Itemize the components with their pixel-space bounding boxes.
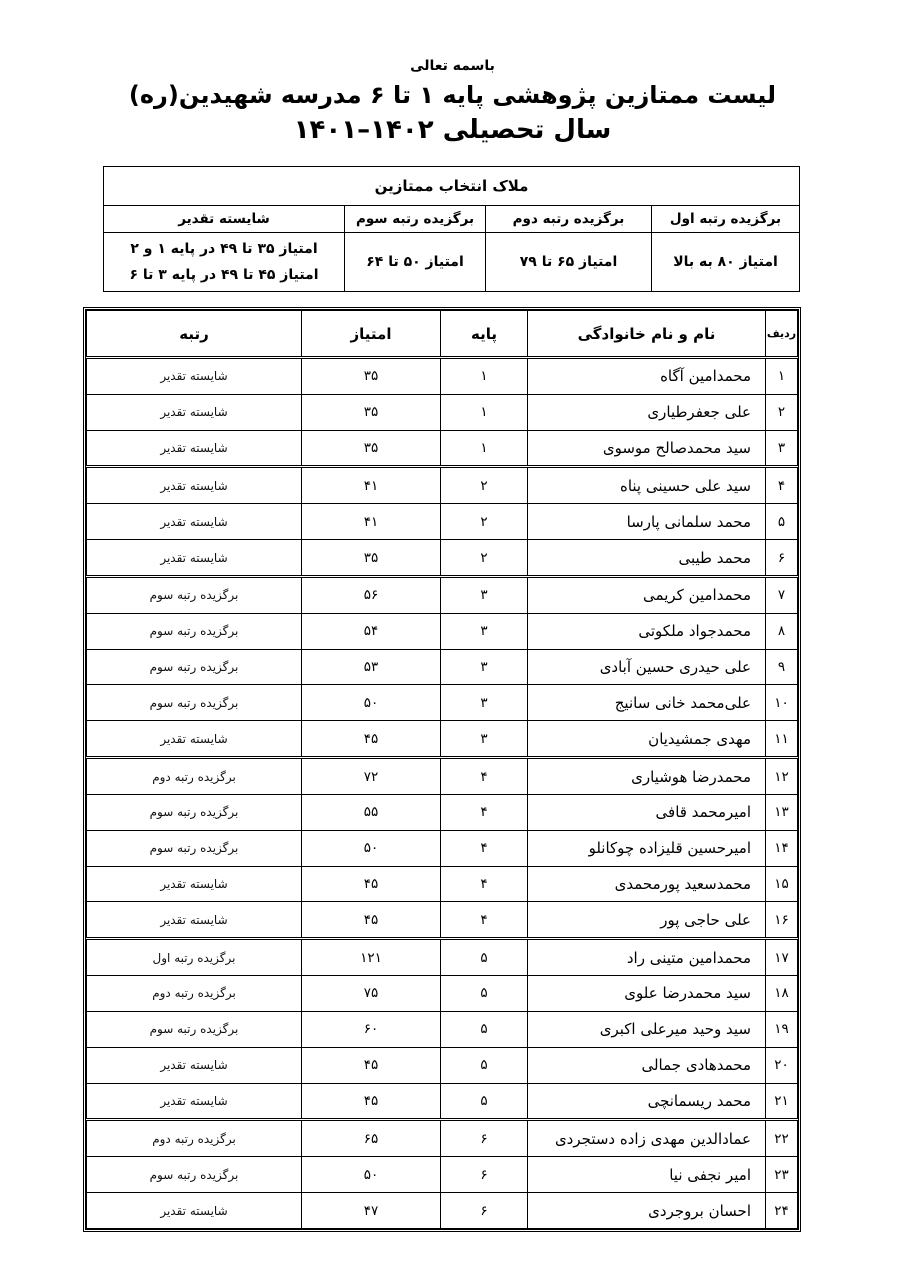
cell-rank: شایسته تقدیر <box>87 467 302 504</box>
cell-rank: شایسته تقدیر <box>87 504 302 540</box>
table-body <box>87 358 798 1229</box>
cell-grade: ۵ <box>441 976 528 1012</box>
cell-grade: ۱ <box>441 358 528 395</box>
cell-name: محمد ریسمانچی <box>528 1083 766 1120</box>
table-row <box>87 721 798 758</box>
cell-radif: ۲۰ <box>766 1047 798 1083</box>
cell-radif: ۲۱ <box>766 1083 798 1120</box>
cell-grade: ۱ <box>441 394 528 430</box>
criteria-header-commendation: شایسته تقدیر <box>104 206 345 233</box>
cell-radif: ۱۶ <box>766 902 798 939</box>
cell-radif: ۵ <box>766 504 798 540</box>
cell-score: ۷۲ <box>302 758 441 795</box>
cell-name: علی جعفرطیاری <box>528 394 766 430</box>
cell-score: ۱۲۱ <box>302 939 441 976</box>
cell-radif: ۱۵ <box>766 866 798 902</box>
cell-radif: ۲۴ <box>766 1193 798 1229</box>
cell-radif: ۱۸ <box>766 976 798 1012</box>
cell-score: ۵۳ <box>302 649 441 685</box>
table-row <box>87 1120 798 1157</box>
cell-name: محمدرضا هوشیاری <box>528 758 766 795</box>
cell-rank: برگزیده رتبه سوم <box>87 685 302 721</box>
cell-score: ۳۵ <box>302 358 441 395</box>
table-row <box>87 1193 798 1229</box>
cell-grade: ۳ <box>441 721 528 758</box>
cell-name: سید وحید میرعلی اکبری <box>528 1011 766 1047</box>
cell-name: محمدامین آگاه <box>528 358 766 395</box>
cell-grade: ۳ <box>441 649 528 685</box>
cell-rank: برگزیده رتبه سوم <box>87 830 302 866</box>
criteria-value-commendation <box>104 233 345 292</box>
cell-score: ۴۱ <box>302 504 441 540</box>
cell-name: علی حیدری حسین آبادی <box>528 649 766 685</box>
cell-grade: ۴ <box>441 866 528 902</box>
cell-grade: ۳ <box>441 576 528 613</box>
table-row <box>87 1011 798 1047</box>
table-row <box>87 1157 798 1193</box>
cell-radif: ۸ <box>766 613 798 649</box>
table-row <box>87 866 798 902</box>
table-row <box>87 358 798 395</box>
cell-name: احسان بروجردی <box>528 1193 766 1229</box>
criteria-header-third: برگزیده رتبه سوم <box>345 206 486 233</box>
column-header-radif: ردیف <box>766 311 798 358</box>
cell-name: محمدجواد ملکوتی <box>528 613 766 649</box>
table-row <box>87 794 798 830</box>
cell-grade: ۴ <box>441 902 528 939</box>
cell-name: علی‌محمد خانی سانیج <box>528 685 766 721</box>
cell-grade: ۴ <box>441 794 528 830</box>
table-row <box>87 939 798 976</box>
cell-grade: ۱ <box>441 430 528 467</box>
table-row <box>87 902 798 939</box>
table-row <box>87 430 798 467</box>
cell-radif: ۱۹ <box>766 1011 798 1047</box>
cell-rank: شایسته تقدیر <box>87 1193 302 1229</box>
cell-grade: ۵ <box>441 1011 528 1047</box>
cell-radif: ۳ <box>766 430 798 467</box>
criteria-value-third: امتیاز ۵۰ تا ۶۴ <box>345 233 486 292</box>
cell-name: مهدی جمشیدیان <box>528 721 766 758</box>
selection-criteria-table <box>103 166 800 292</box>
cell-radif: ۱۷ <box>766 939 798 976</box>
cell-score: ۵۴ <box>302 613 441 649</box>
table-row <box>87 576 798 613</box>
cell-rank: شایسته تقدیر <box>87 358 302 395</box>
cell-rank: برگزیده رتبه دوم <box>87 758 302 795</box>
cell-name: سید محمدرضا علوی <box>528 976 766 1012</box>
cell-score: ۴۵ <box>302 1083 441 1120</box>
cell-name: سید علی حسینی پناه <box>528 467 766 504</box>
students-table <box>86 310 798 1229</box>
students-table-frame <box>83 307 801 1232</box>
cell-score: ۶۰ <box>302 1011 441 1047</box>
cell-name: امیر نجفی نیا <box>528 1157 766 1193</box>
cell-grade: ۵ <box>441 939 528 976</box>
cell-rank: شایسته تقدیر <box>87 902 302 939</box>
cell-rank: برگزیده رتبه سوم <box>87 649 302 685</box>
column-header-name: نام و نام خانوادگی <box>528 311 766 358</box>
cell-grade: ۲ <box>441 540 528 577</box>
cell-rank: شایسته تقدیر <box>87 1083 302 1120</box>
criteria-header-second: برگزیده رتبه دوم <box>486 206 652 233</box>
cell-rank: برگزیده رتبه سوم <box>87 1011 302 1047</box>
cell-rank: برگزیده رتبه سوم <box>87 794 302 830</box>
cell-radif: ۱۲ <box>766 758 798 795</box>
cell-score: ۶۵ <box>302 1120 441 1157</box>
cell-grade: ۵ <box>441 1047 528 1083</box>
cell-radif: ۲ <box>766 394 798 430</box>
table-row <box>87 830 798 866</box>
cell-score: ۳۵ <box>302 430 441 467</box>
cell-name: محمدامین کریمی <box>528 576 766 613</box>
column-header-rank: رتبه <box>87 311 302 358</box>
cell-name: امیرحسین قلیزاده چوکانلو <box>528 830 766 866</box>
cell-name: محمدسعید پورمحمدی <box>528 866 766 902</box>
cell-score: ۵۰ <box>302 685 441 721</box>
cell-rank: شایسته تقدیر <box>87 866 302 902</box>
criteria-title: ملاک انتخاب ممتازین <box>104 167 800 206</box>
table-row <box>87 758 798 795</box>
cell-radif: ۲۳ <box>766 1157 798 1193</box>
cell-rank: برگزیده رتبه اول <box>87 939 302 976</box>
cell-score: ۴۱ <box>302 467 441 504</box>
cell-name: سید محمدصالح موسوی <box>528 430 766 467</box>
table-row <box>87 540 798 577</box>
cell-rank: برگزیده رتبه سوم <box>87 576 302 613</box>
criteria-value-second: امتیاز ۶۵ تا ۷۹ <box>486 233 652 292</box>
cell-rank: شایسته تقدیر <box>87 540 302 577</box>
cell-grade: ۳ <box>441 685 528 721</box>
cell-score: ۵۰ <box>302 830 441 866</box>
cell-name: محمد سلمانی پارسا <box>528 504 766 540</box>
cell-rank: شایسته تقدیر <box>87 1047 302 1083</box>
cell-radif: ۱۱ <box>766 721 798 758</box>
cell-rank: برگزیده رتبه دوم <box>87 1120 302 1157</box>
table-row <box>87 1047 798 1083</box>
page-title: لیست ممتازین پژوهشی پایه ۱ تا ۶ مدرسه شهیدین(ره) <box>128 81 777 109</box>
cell-score: ۴۵ <box>302 1047 441 1083</box>
cell-grade: ۶ <box>441 1193 528 1229</box>
commendation-line-2: امتیاز ۴۵ تا ۴۹ در پایه ۳ تا ۶ <box>129 267 319 283</box>
cell-grade: ۵ <box>441 1083 528 1120</box>
cell-rank: شایسته تقدیر <box>87 430 302 467</box>
cell-score: ۷۵ <box>302 976 441 1012</box>
table-row <box>87 504 798 540</box>
cell-grade: ۴ <box>441 758 528 795</box>
cell-score: ۴۵ <box>302 866 441 902</box>
cell-grade: ۲ <box>441 504 528 540</box>
cell-radif: ۱ <box>766 358 798 395</box>
table-row <box>87 613 798 649</box>
table-row <box>87 467 798 504</box>
table-header-row <box>87 311 798 358</box>
cell-score: ۴۵ <box>302 721 441 758</box>
cell-radif: ۷ <box>766 576 798 613</box>
cell-name: عمادالدین مهدی زاده دستجردی <box>528 1120 766 1157</box>
cell-grade: ۶ <box>441 1157 528 1193</box>
cell-grade: ۲ <box>441 467 528 504</box>
column-header-score: امتیاز <box>302 311 441 358</box>
page-header <box>0 56 905 148</box>
cell-rank: برگزیده رتبه دوم <box>87 976 302 1012</box>
criteria-header-first: برگزیده رتبه اول <box>652 206 800 233</box>
cell-name: محمدامین متینی راد <box>528 939 766 976</box>
criteria-value-first: امتیاز ۸۰ به بالا <box>652 233 800 292</box>
bismillah-heading: باسمه تعالی <box>410 58 495 74</box>
table-row <box>87 649 798 685</box>
cell-name: علی حاجی پور <box>528 902 766 939</box>
cell-score: ۵۶ <box>302 576 441 613</box>
cell-name: محمدهادی جمالی <box>528 1047 766 1083</box>
table-row <box>87 685 798 721</box>
cell-radif: ۴ <box>766 467 798 504</box>
cell-radif: ۱۴ <box>766 830 798 866</box>
cell-score: ۵۰ <box>302 1157 441 1193</box>
cell-score: ۳۵ <box>302 394 441 430</box>
cell-name: محمد طیبی <box>528 540 766 577</box>
cell-score: ۳۵ <box>302 540 441 577</box>
cell-score: ۵۵ <box>302 794 441 830</box>
cell-score: ۴۷ <box>302 1193 441 1229</box>
cell-rank: شایسته تقدیر <box>87 721 302 758</box>
cell-radif: ۲۲ <box>766 1120 798 1157</box>
table-row <box>87 1083 798 1120</box>
cell-grade: ۶ <box>441 1120 528 1157</box>
table-row <box>87 394 798 430</box>
cell-radif: ۶ <box>766 540 798 577</box>
cell-name: امیرمحمد قافی <box>528 794 766 830</box>
academic-year: سال تحصیلی ۱۴۰۲–۱۴۰۱ <box>293 115 612 145</box>
commendation-line-1: امتیاز ۳۵ تا ۴۹ در پایه ۱ و ۲ <box>130 241 318 257</box>
cell-rank: برگزیده رتبه سوم <box>87 613 302 649</box>
cell-radif: ۱۳ <box>766 794 798 830</box>
table-row <box>87 976 798 1012</box>
cell-radif: ۹ <box>766 649 798 685</box>
cell-grade: ۳ <box>441 613 528 649</box>
cell-rank: شایسته تقدیر <box>87 394 302 430</box>
column-header-grade: پایه <box>441 311 528 358</box>
cell-score: ۴۵ <box>302 902 441 939</box>
cell-rank: برگزیده رتبه سوم <box>87 1157 302 1193</box>
cell-grade: ۴ <box>441 830 528 866</box>
cell-radif: ۱۰ <box>766 685 798 721</box>
